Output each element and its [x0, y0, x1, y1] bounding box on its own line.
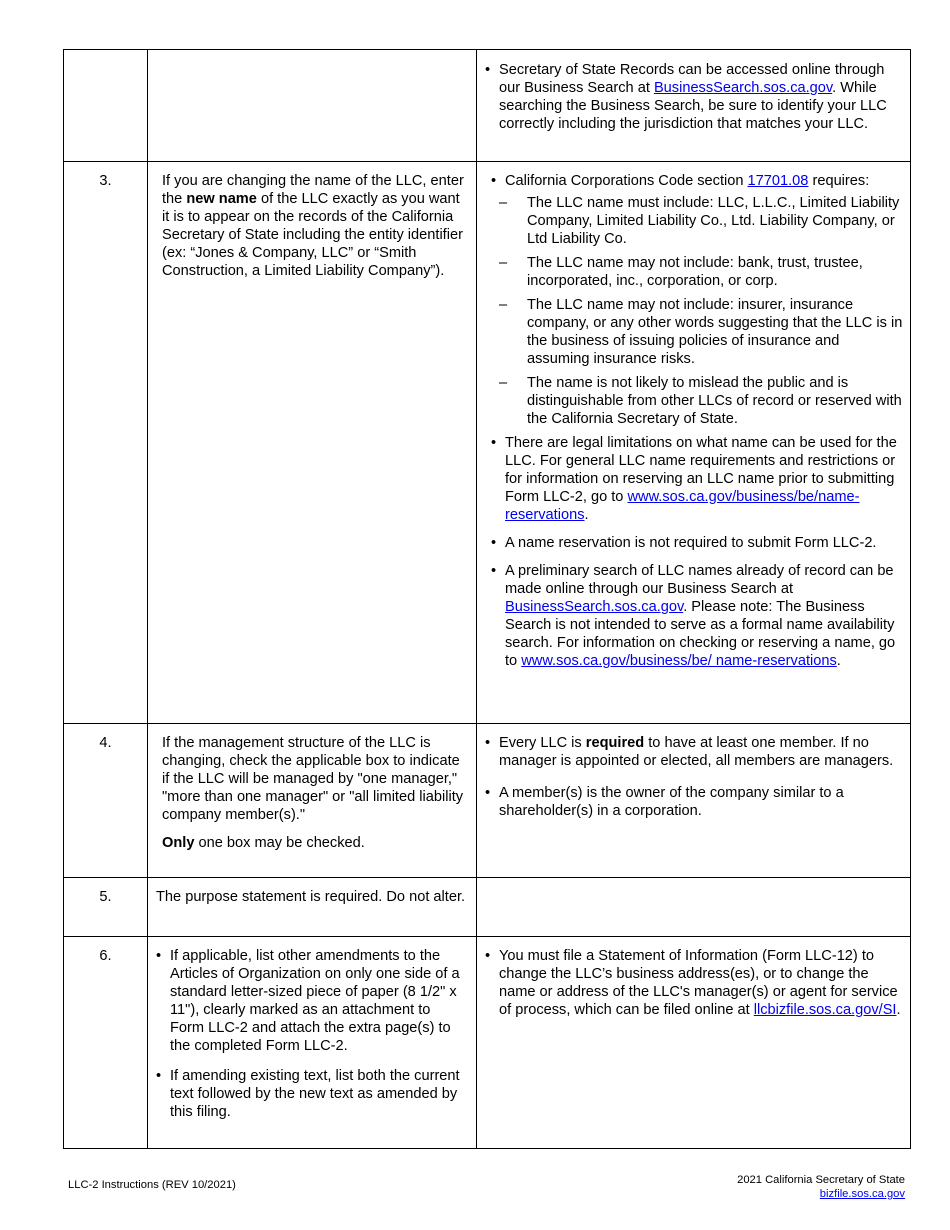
row-description-cell: [148, 878, 477, 937]
row-description-cell: [148, 724, 477, 878]
table-row: [64, 724, 911, 878]
table-row: [64, 878, 911, 937]
business-search-link[interactable]: BusinessSearch.sos.ca.gov: [505, 599, 684, 615]
row-number-cell: [64, 878, 148, 937]
name-requirements-list: [491, 194, 904, 428]
code-section-link[interactable]: 17701.08: [747, 173, 809, 189]
row-description-cell: [148, 162, 477, 724]
row-info-cell: [477, 162, 911, 724]
one-box-note: Only one box may be checked.: [162, 835, 365, 851]
amendments-bullet: • If applicable, list other amendments to the Articles of Organization on only one side of a standard letter-sized piece of paper (8 1/2" x 11"), clearly marked as an attachment to Form LLC-2 and attach the extra page(s) to the completed Form LLC-2.: [156, 947, 466, 1055]
row-number: 3.: [99, 173, 112, 189]
amending-text-bullet: • If amending existing text, list both the current text followed by the new text as amended by this filing.: [156, 1067, 466, 1121]
row-info-cell: [477, 724, 911, 878]
name-reservations-link[interactable]: www.sos.ca.gov/business/be/name-reservations: [505, 489, 860, 523]
records-bullet: • Secretary of State Records can be accessed online through our Business Search at BusinessSearch.sos.ca.gov. While searching the Business Search, be sure to identify your LLC correctly including the jurisdiction that matches your LLC.: [485, 61, 902, 133]
list-item: – The name is not likely to mislead the public and is distinguishable from other LLCs of record or reserved with the California Secretary of State.: [527, 374, 904, 428]
table-row: [64, 937, 911, 1149]
row-number-cell: [64, 937, 148, 1149]
member-required-bullet: • Every LLC is required to have at least one member. If no manager is appointed or elected, all members are managers.: [485, 734, 902, 770]
row-number: 5.: [99, 889, 112, 905]
table-row: [64, 162, 911, 724]
name-reservations-link[interactable]: www.sos.ca.gov/business/be/ name-reservations: [521, 653, 837, 669]
list-item: – The LLC name may not include: insurer, insurance company, or any other words suggesting that the LLC is in the business of issuing policies of insurance and assuming insurance risks.: [527, 296, 904, 368]
statement-of-information-bullet: • You must file a Statement of Information (Form LLC-12) to change the LLC’s business address(es), or to change the name or address of the LLC's manager(s) or agent for service of process, which can be filed online at llcbizfile.sos.ca.gov/SI.: [485, 947, 902, 1019]
row-description-cell: [148, 937, 477, 1149]
purpose-statement-note: The purpose statement is required. Do not alter.: [156, 889, 466, 905]
copyright-text: 2021 California Secretary of State: [737, 1174, 905, 1186]
footer-copyright: [737, 1173, 905, 1201]
legal-limitations-bullet: • There are legal limitations on what name can be used for the LLC. For general LLC name requirements and restrictions or for information on reserving an LLC name prior to submitting Form LLC-2, go to www.sos.ca.gov/business/be/name-reservations.: [491, 434, 904, 524]
corp-code-bullet: • California Corporations Code section 17701.08 requires:: [491, 172, 904, 190]
bizfile-link[interactable]: bizfile.sos.ca.gov: [819, 1188, 905, 1200]
row-description-cell: [148, 50, 477, 162]
management-instructions: If the management structure of the LLC is changing, check the applicable box to indicate if the LLC will be managed by "one manager," "more than one manager" or "all limited liability company member(s).": [162, 735, 464, 823]
row-number: 6.: [99, 948, 112, 964]
instructions-table: [63, 49, 911, 1149]
row-number: 4.: [99, 735, 112, 751]
form-revision-label: LLC-2 Instructions (REV 10/2021): [68, 1179, 236, 1191]
list-item: – The LLC name must include: LLC, L.L.C., Limited Liability Company, Limited Liability Co., Ltd. Liability Company, or Ltd Liability Co.: [527, 194, 904, 248]
name-change-instructions: If you are changing the name of the LLC, enter the new name of the LLC exactly as you want it is to appear on the records of the California Secretary of State including the entity identifier (ex: “Jones & Company, LLC” or “Smith Construction, a Limited Liability Company”).: [162, 173, 464, 279]
business-search-link[interactable]: BusinessSearch.sos.ca.gov: [653, 80, 833, 96]
row-number-cell: [64, 50, 148, 162]
row-info-cell: [477, 50, 911, 162]
preliminary-search-bullet: • A preliminary search of LLC names already of record can be made online through our Business Search at BusinessSearch.sos.ca.gov. Please note: The Business Search is not intended to serve as a formal name availability search. For information on checking or reserving a name, go to www.sos.ca.gov/business/be/ name-reservations.: [491, 562, 904, 670]
table-row: [64, 50, 911, 162]
row-info-cell: [477, 878, 911, 937]
row-number-cell: [64, 724, 148, 878]
llc-bizfile-link[interactable]: llcbizfile.sos.ca.gov/SI: [753, 1002, 897, 1018]
member-definition-bullet: • A member(s) is the owner of the company similar to a shareholder(s) in a corporation.: [485, 784, 902, 820]
row-info-cell: [477, 937, 911, 1149]
list-item: – The LLC name may not include: bank, trust, trustee, incorporated, inc., corporation, or corp.: [527, 254, 904, 290]
row-number-cell: [64, 162, 148, 724]
reservation-bullet: • A name reservation is not required to submit Form LLC-2.: [491, 534, 904, 552]
